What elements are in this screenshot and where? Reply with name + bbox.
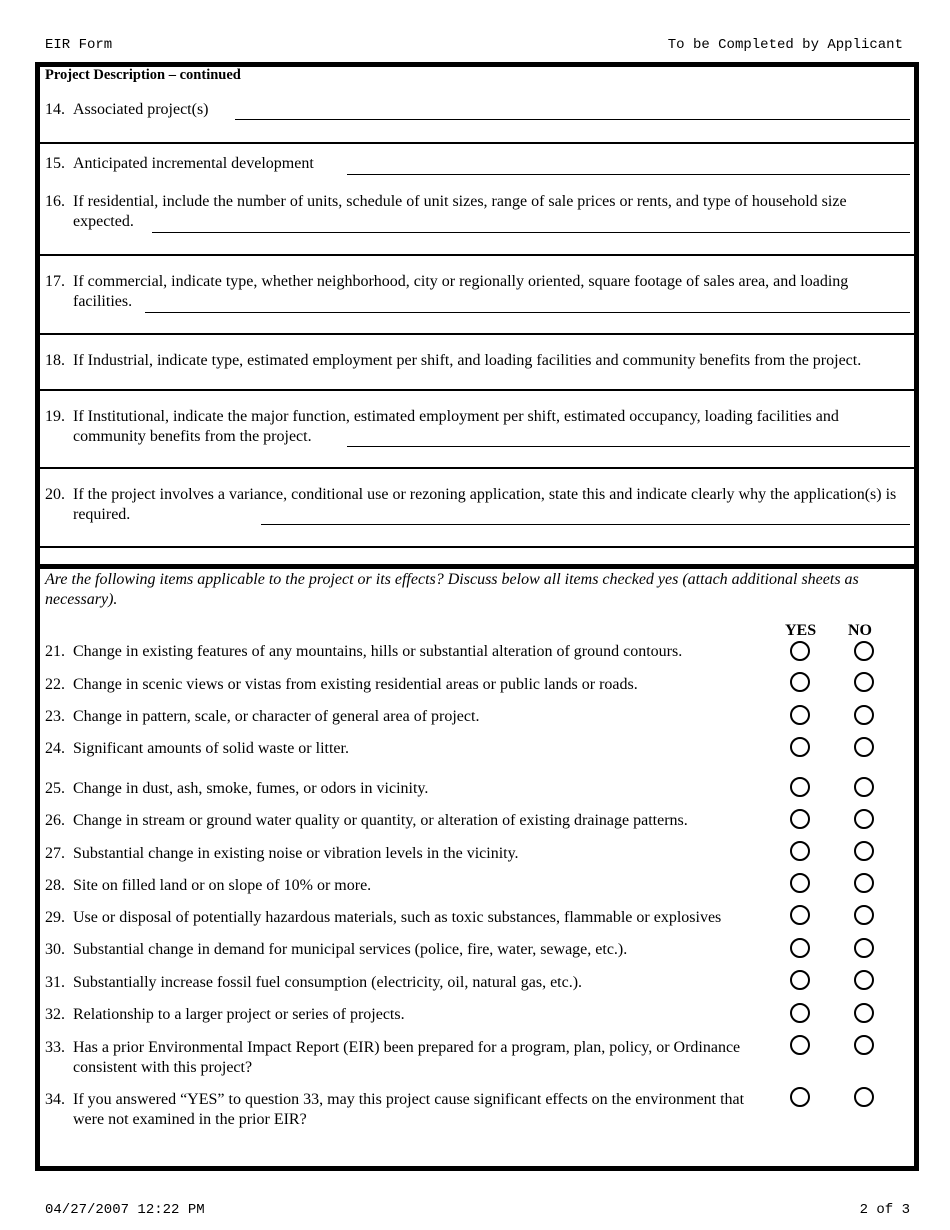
item-28-yes-radio[interactable] [790,873,810,893]
item-30 [45,940,775,960]
item-25 [45,779,775,799]
item-29 [45,908,780,928]
page-number: 2 of 3 [859,1202,910,1218]
question-text: If residential, include the number of units, schedule of unit sizes, range of sale prices or rents, and type of household size expected. [73,193,847,230]
answer-line-15[interactable] [347,174,910,175]
item-22-yes-radio[interactable] [790,672,810,692]
question-16 [45,192,907,232]
item-27-yes-radio[interactable] [790,841,810,861]
item-number: 29. [45,909,65,926]
instructions: Are the following items applicable to the project or its effects? Discuss below all items checked yes (attach additional sheets as necessary). [45,571,859,608]
item-text: Substantial change in existing noise or vibration levels in the vicinity. [73,845,519,862]
item-33-yes-radio[interactable] [790,1035,810,1055]
item-26-yes-radio[interactable] [790,809,810,829]
answer-line-19[interactable] [347,446,910,447]
question-number: 19. [45,408,65,425]
item-number: 31. [45,974,65,991]
item-25-yes-radio[interactable] [790,777,810,797]
yes-column-header: YES [785,622,817,639]
item-24-no-radio[interactable] [854,737,874,757]
row-divider [40,254,914,256]
item-24-yes-radio[interactable] [790,737,810,757]
item-number: 24. [45,740,65,757]
row-divider [40,142,914,144]
item-number: 25. [45,780,65,797]
item-30-no-radio[interactable] [854,938,874,958]
answer-line-16[interactable] [152,232,910,233]
item-number: 34. [45,1091,65,1108]
question-number: 20. [45,486,65,503]
item-text: Substantial change in demand for municipal services (police, fire, water, sewage, etc.). [73,941,628,958]
item-text: Significant amounts of solid waste or litter. [73,740,349,757]
item-26 [45,811,775,831]
item-number: 30. [45,941,65,958]
item-34-no-radio[interactable] [854,1087,874,1107]
item-text: Change in pattern, scale, or character of general area of project. [73,708,480,725]
question-18 [45,351,907,371]
answer-line-20[interactable] [261,524,910,525]
row-divider [40,389,914,391]
question-number: 15. [45,155,65,172]
item-31-no-radio[interactable] [854,970,874,990]
item-24 [45,739,775,759]
answer-line-17[interactable] [145,312,910,313]
print-datetime: 04/27/2007 12:22 PM [45,1202,205,1218]
item-number: 26. [45,812,65,829]
item-23-yes-radio[interactable] [790,705,810,725]
item-33-no-radio[interactable] [854,1035,874,1055]
item-32 [45,1005,775,1025]
item-29-no-radio[interactable] [854,905,874,925]
item-text: Use or disposal of potentially hazardous materials, such as toxic substances, flammable or explosives [73,909,722,926]
question-17 [45,272,907,312]
row-divider [40,546,914,548]
item-text: Change in dust, ash, smoke, fumes, or odors in vicinity. [73,780,429,797]
item-25-no-radio[interactable] [854,777,874,797]
item-27-no-radio[interactable] [854,841,874,861]
item-21-yes-radio[interactable] [790,641,810,661]
item-32-yes-radio[interactable] [790,1003,810,1023]
completion-note: To be Completed by Applicant [667,37,903,53]
question-14 [45,100,907,120]
row-divider [40,467,914,469]
question-text: If Institutional, indicate the major function, estimated employment per shift, estimated occupancy, loading facilities and community benefits from the project. [73,408,839,445]
item-21 [45,642,775,662]
question-19 [45,407,907,447]
no-column-header: NO [848,622,872,639]
question-number: 18. [45,352,65,369]
item-number: 27. [45,845,65,862]
item-33 [45,1038,745,1078]
item-text: Relationship to a larger project or series of projects. [73,1006,405,1023]
item-number: 32. [45,1006,65,1023]
item-21-no-radio[interactable] [854,641,874,661]
item-26-no-radio[interactable] [854,809,874,829]
item-text: Change in existing features of any mountains, hills or substantial alteration of ground contours. [73,643,683,660]
item-text: If you answered “YES” to question 33, may this project cause significant effects on the environment that were not examined in the prior EIR? [73,1091,745,1128]
question-20 [45,485,907,525]
question-text: If the project involves a variance, conditional use or rezoning application, state this and indicate clearly why the application(s) is required. [73,486,897,523]
item-27 [45,844,775,864]
form-name: EIR Form [45,37,113,53]
item-text: Change in scenic views or vistas from existing residential areas or public lands or roads. [73,676,638,693]
item-34-yes-radio[interactable] [790,1087,810,1107]
section-title: Project Description – continued [45,67,241,83]
question-number: 17. [45,273,65,290]
question-text: If Industrial, indicate type, estimated employment per shift, and loading facilities and community benefits from the project. [73,352,862,369]
item-number: 22. [45,676,65,693]
question-15 [45,154,907,174]
item-number: 33. [45,1039,65,1056]
item-22 [45,675,775,695]
question-text: If commercial, indicate type, whether neighborhood, city or regionally oriented, square footage of sales area, and loading facilities. [73,273,849,310]
row-divider [40,333,914,335]
item-31 [45,973,775,993]
question-text: Anticipated incremental development [73,155,314,172]
question-text: Associated project(s) [73,101,209,118]
item-text: Site on filled land or on slope of 10% or more. [73,877,372,894]
item-31-yes-radio[interactable] [790,970,810,990]
question-number: 16. [45,193,65,210]
item-22-no-radio[interactable] [854,672,874,692]
item-number: 23. [45,708,65,725]
item-text: Has a prior Environmental Impact Report (EIR) been prepared for a program, plan, policy, or Ordinance consistent with this project? [73,1039,741,1076]
item-23 [45,707,775,727]
item-29-yes-radio[interactable] [790,905,810,925]
item-number: 28. [45,877,65,894]
question-number: 14. [45,101,65,118]
item-number: 21. [45,643,65,660]
answer-line-14[interactable] [235,119,910,120]
item-34 [45,1090,775,1130]
item-text: Substantially increase fossil fuel consumption (electricity, oil, natural gas, etc.). [73,974,583,991]
item-32-no-radio[interactable] [854,1003,874,1023]
item-28 [45,876,775,896]
section-divider [40,564,914,569]
item-30-yes-radio[interactable] [790,938,810,958]
item-text: Change in stream or ground water quality or quantity, or alteration of existing drainage patterns. [73,812,688,829]
item-23-no-radio[interactable] [854,705,874,725]
item-28-no-radio[interactable] [854,873,874,893]
